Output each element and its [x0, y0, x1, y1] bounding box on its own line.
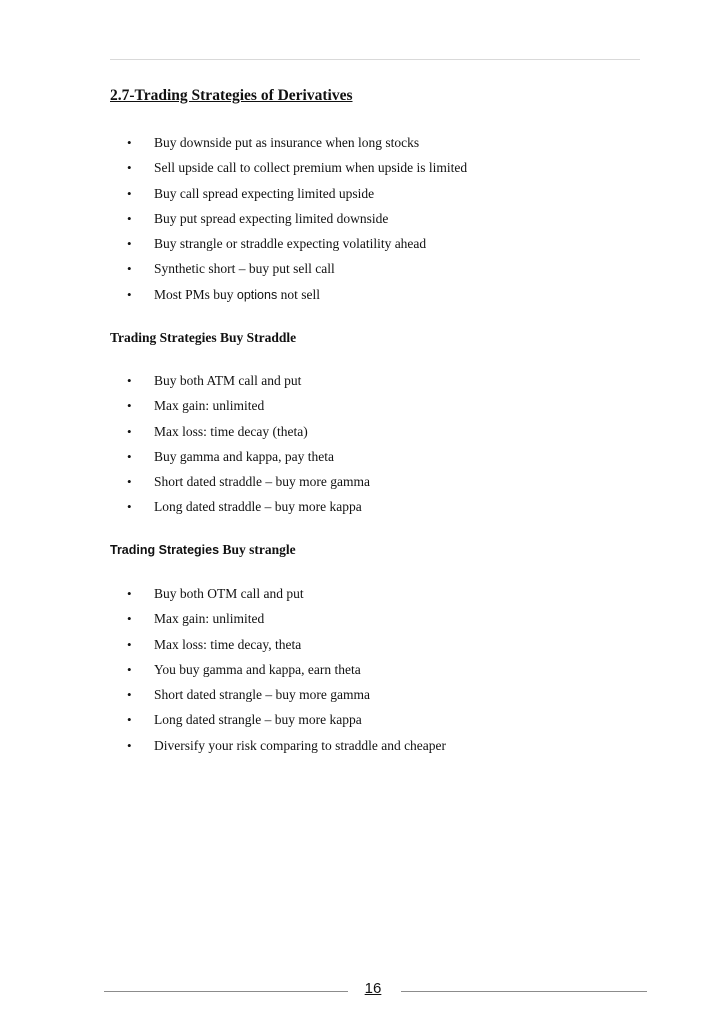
- bullet-list-trading-strategies: [0, 133, 728, 310]
- list-item-text: Short dated straddle – buy more gamma: [154, 474, 370, 490]
- list-item: [0, 609, 728, 634]
- section-heading-suffix: Buy strangle: [219, 542, 296, 557]
- list-item-text: Max loss: time decay, theta: [154, 636, 302, 652]
- bullet-icon: •: [127, 398, 132, 414]
- list-item-text-prefix: Most PMs buy: [154, 286, 237, 302]
- header-rule: [110, 59, 640, 60]
- page-number: 16: [364, 980, 382, 997]
- bullet-icon: •: [127, 499, 132, 515]
- list-item-text: Synthetic short – buy put sell call: [154, 261, 335, 277]
- list-item: [0, 685, 728, 710]
- bullet-icon: •: [127, 712, 132, 728]
- list-item: [0, 285, 728, 310]
- bullet-icon: •: [127, 661, 132, 677]
- list-item-text-suffix: not sell: [277, 286, 320, 302]
- footer-rule-left: [104, 991, 348, 992]
- bullet-icon: •: [127, 448, 132, 464]
- list-item-text: Buy strangle or straddle expecting volatility ahead: [154, 236, 427, 252]
- list-item-text: Buy both OTM call and put: [154, 586, 304, 601]
- list-item: [0, 371, 728, 396]
- bullet-icon: •: [127, 737, 132, 753]
- bullet-icon: •: [127, 636, 132, 652]
- bullet-icon: •: [127, 373, 132, 388]
- bullet-list-buy-strangle: [0, 584, 728, 761]
- list-item: [0, 584, 728, 609]
- list-item-text: You buy gamma and kappa, earn theta: [154, 661, 361, 677]
- list-item-text: Max loss: time decay (theta): [154, 423, 308, 439]
- list-item-text: Buy both ATM call and put: [154, 373, 302, 388]
- section-heading-buy-straddle: Trading Strategies Buy Straddle: [110, 330, 297, 345]
- list-item: [0, 660, 728, 685]
- list-item-text: [154, 285, 320, 305]
- section-heading-buy-strangle: [110, 542, 296, 558]
- section-heading-trading-strategies: 2.7-Trading Strategies of Derivatives: [110, 87, 353, 104]
- list-item: [0, 209, 728, 234]
- list-item: [0, 184, 728, 209]
- list-item-text: Buy put spread expecting limited downside: [154, 210, 389, 226]
- bullet-icon: •: [127, 210, 132, 226]
- bullet-list-buy-straddle: [0, 371, 728, 523]
- list-item: [0, 133, 728, 158]
- list-item: [0, 710, 728, 735]
- bullet-icon: •: [127, 687, 132, 703]
- list-item: [0, 447, 728, 472]
- list-item-text: Max gain: unlimited: [154, 611, 265, 627]
- list-item-text: Diversify your risk comparing to straddle and cheaper: [154, 737, 447, 753]
- list-item-text-options: options: [236, 287, 278, 302]
- bullet-icon: •: [127, 423, 132, 439]
- bullet-icon: •: [127, 135, 132, 150]
- list-item-text: Long dated strangle – buy more kappa: [154, 712, 362, 728]
- bullet-icon: •: [127, 236, 132, 252]
- list-item-text: Max gain: unlimited: [154, 398, 265, 414]
- list-item-text: Sell upside call to collect premium when upside is limited: [154, 160, 468, 176]
- list-item-text: Buy call spread expecting limited upside: [154, 185, 375, 201]
- list-item: [0, 472, 728, 497]
- list-item-text: Buy gamma and kappa, pay theta: [154, 448, 334, 464]
- bullet-icon: •: [127, 474, 132, 490]
- list-item-text: Short dated strangle – buy more gamma: [154, 687, 370, 703]
- footer-rule-right: [401, 991, 647, 992]
- bullet-icon: •: [127, 286, 132, 302]
- list-item: [0, 158, 728, 183]
- list-item-text: Buy downside put as insurance when long stocks: [154, 135, 420, 150]
- bullet-icon: •: [127, 586, 132, 601]
- list-item: [0, 259, 728, 284]
- list-item: [0, 497, 728, 522]
- bullet-icon: •: [127, 261, 132, 277]
- list-item: [0, 635, 728, 660]
- section-heading-prefix: Trading Strategies: [110, 543, 220, 557]
- bullet-icon: •: [127, 160, 132, 176]
- bullet-icon: •: [127, 611, 132, 627]
- list-item: [0, 234, 728, 259]
- list-item: [0, 422, 728, 447]
- bullet-icon: •: [127, 185, 132, 201]
- list-item: [0, 396, 728, 421]
- list-item-text: Long dated straddle – buy more kappa: [154, 499, 362, 515]
- list-item: [0, 736, 728, 761]
